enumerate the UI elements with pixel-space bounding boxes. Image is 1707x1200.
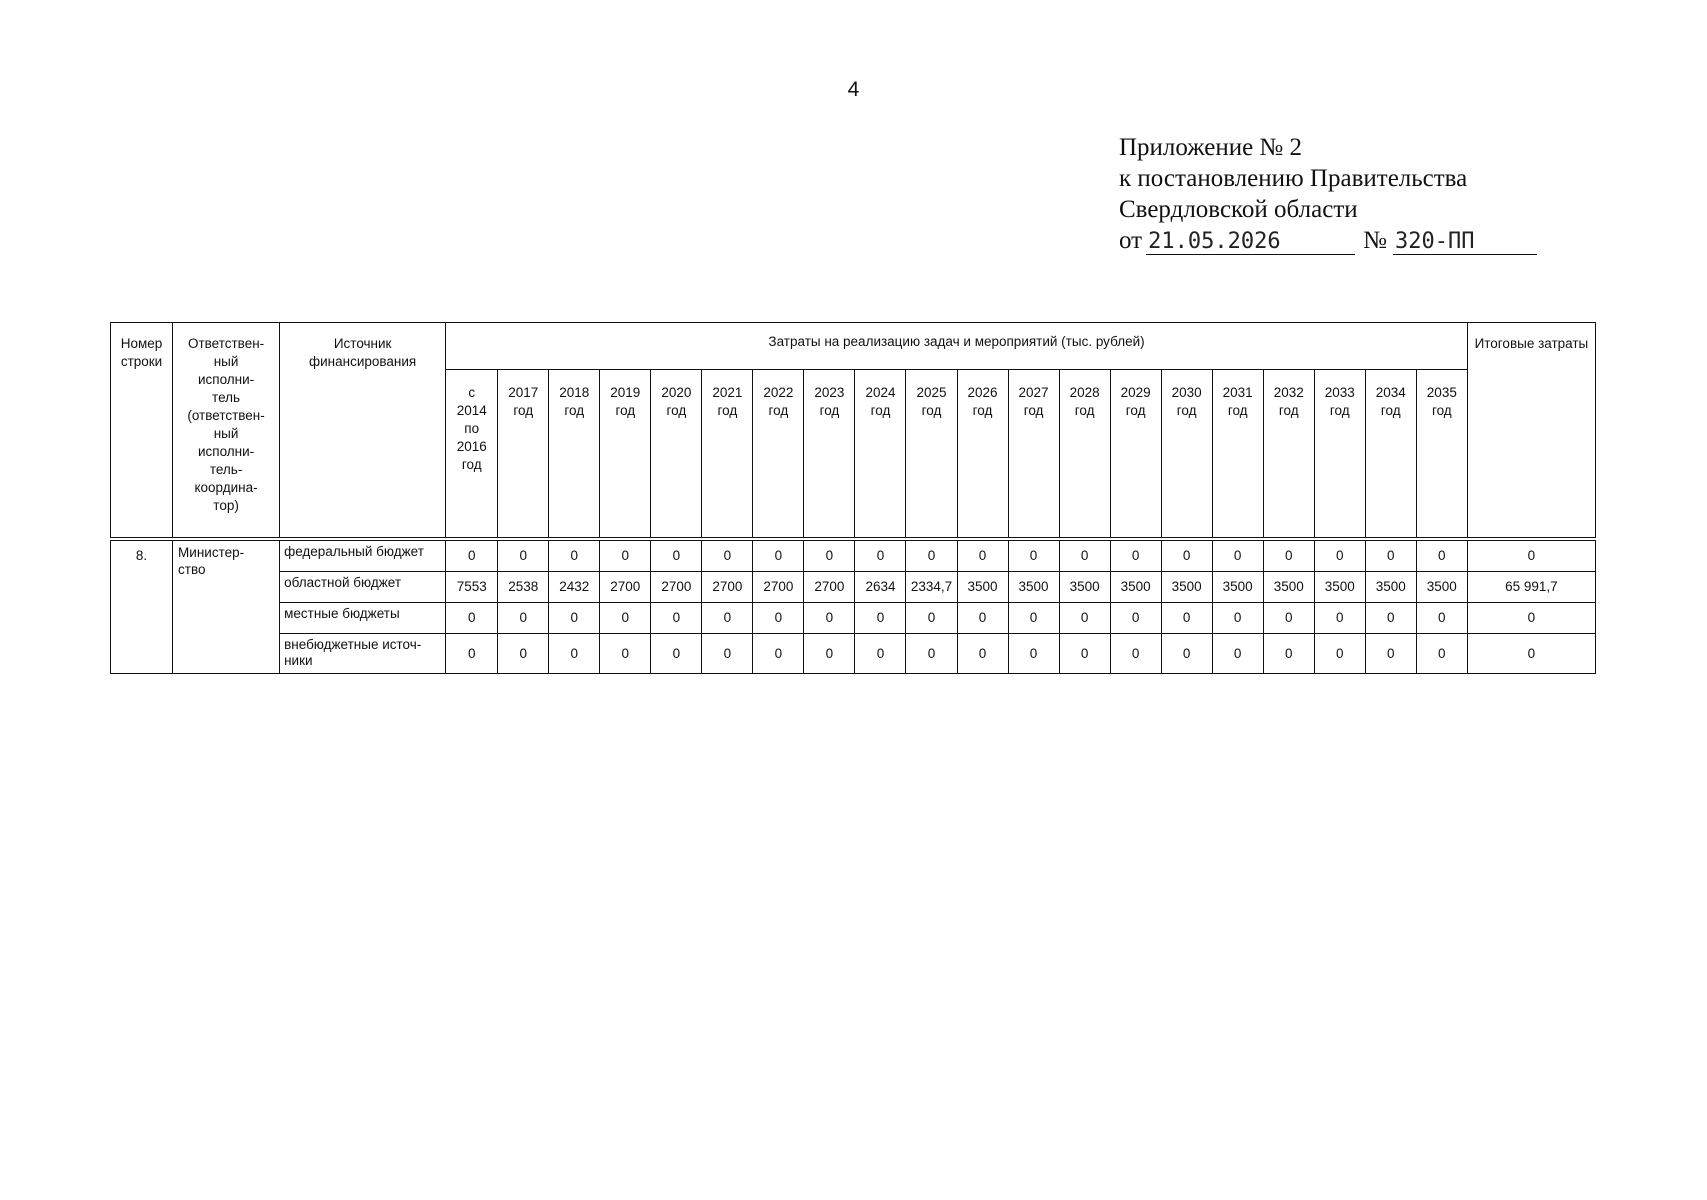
value-cell: 2700 <box>600 572 651 603</box>
value-cell: 0 <box>498 541 549 572</box>
value-cell: 2634 <box>855 572 906 603</box>
value-cell: 3500 <box>1008 572 1059 603</box>
value-cell: 0 <box>1263 541 1314 572</box>
value-cell: 0 <box>753 541 804 572</box>
value-cell: 0 <box>1314 634 1365 674</box>
header-year-19: 2035 год <box>1416 370 1467 538</box>
cost-table-body <box>110 540 1596 674</box>
value-cell: 3500 <box>1110 572 1161 603</box>
header-source: Источник финансирования <box>280 323 446 538</box>
value-cell: 2700 <box>702 572 753 603</box>
value-cell: 0 <box>804 541 855 572</box>
header-costs-group: Затраты на реализацию задач и мероприятий (тыс. рублей) <box>446 323 1468 370</box>
value-cell: 0 <box>1161 634 1212 674</box>
total-cell: 0 <box>1467 634 1595 674</box>
value-cell: 0 <box>1416 603 1467 634</box>
responsible-cell: Министер- ство <box>173 541 280 674</box>
value-cell: 0 <box>1263 603 1314 634</box>
value-cell: 0 <box>1314 603 1365 634</box>
value-cell: 0 <box>600 603 651 634</box>
appendix-region: Свердловской области <box>1119 196 1358 223</box>
value-cell: 0 <box>1110 603 1161 634</box>
value-cell: 0 <box>1365 541 1416 572</box>
decree-date: 21.05.2026 <box>1146 230 1355 255</box>
value-cell: 0 <box>549 541 600 572</box>
value-cell: 0 <box>1416 634 1467 674</box>
header-responsible: Ответствен- ный исполни- тель (ответствен- ный исполни- тель- координа- тор) <box>173 323 280 538</box>
source-cell: местные бюджеты <box>280 603 446 634</box>
appendix-date-line <box>1119 225 1537 256</box>
value-cell: 3500 <box>1263 572 1314 603</box>
date-prefix: от <box>1119 227 1143 254</box>
value-cell: 0 <box>855 634 906 674</box>
value-cell: 3500 <box>957 572 1008 603</box>
table-row <box>111 634 1596 674</box>
header-year-6: 2022 год <box>753 370 804 538</box>
header-year-5: 2021 год <box>702 370 753 538</box>
value-cell: 0 <box>1161 603 1212 634</box>
table-row <box>111 603 1596 634</box>
value-cell: 0 <box>1059 541 1110 572</box>
table-row <box>111 572 1596 603</box>
value-cell: 2700 <box>753 572 804 603</box>
header-year-10: 2026 год <box>957 370 1008 538</box>
value-cell: 0 <box>549 603 600 634</box>
header-year-13: 2029 год <box>1110 370 1161 538</box>
value-cell: 2432 <box>549 572 600 603</box>
value-cell: 0 <box>498 634 549 674</box>
value-cell: 3500 <box>1059 572 1110 603</box>
value-cell: 0 <box>1059 634 1110 674</box>
source-cell: областной бюджет <box>280 572 446 603</box>
value-cell: 0 <box>702 634 753 674</box>
value-cell: 0 <box>1161 541 1212 572</box>
header-year-12: 2028 год <box>1059 370 1110 538</box>
value-cell: 0 <box>651 541 702 572</box>
header-year-16: 2032 год <box>1263 370 1314 538</box>
header-year-0: с 2014 по 2016 год <box>446 370 498 538</box>
value-cell: 0 <box>651 634 702 674</box>
header-year-1: 2017 год <box>498 370 549 538</box>
header-year-7: 2023 год <box>804 370 855 538</box>
value-cell: 0 <box>855 603 906 634</box>
total-cell: 65 991,7 <box>1467 572 1595 603</box>
value-cell: 0 <box>753 634 804 674</box>
value-cell: 0 <box>1416 541 1467 572</box>
value-cell: 2700 <box>651 572 702 603</box>
header-total: Итоговые затраты <box>1467 323 1595 538</box>
value-cell: 0 <box>702 541 753 572</box>
row-number-cell: 8. <box>111 541 173 674</box>
source-cell: федеральный бюджет <box>280 541 446 572</box>
value-cell: 0 <box>1365 634 1416 674</box>
value-cell: 0 <box>1059 603 1110 634</box>
value-cell: 0 <box>702 603 753 634</box>
value-cell: 0 <box>855 541 906 572</box>
value-cell: 0 <box>1008 634 1059 674</box>
value-cell: 0 <box>804 603 855 634</box>
value-cell: 0 <box>1314 541 1365 572</box>
header-year-18: 2034 год <box>1365 370 1416 538</box>
value-cell: 3500 <box>1212 572 1263 603</box>
value-cell: 0 <box>906 541 957 572</box>
value-cell: 0 <box>498 603 549 634</box>
value-cell: 3500 <box>1314 572 1365 603</box>
value-cell: 0 <box>651 603 702 634</box>
value-cell: 0 <box>549 634 600 674</box>
value-cell: 0 <box>1110 541 1161 572</box>
cost-table-header <box>110 322 1596 538</box>
header-year-3: 2019 год <box>600 370 651 538</box>
value-cell: 0 <box>1110 634 1161 674</box>
value-cell: 0 <box>446 541 498 572</box>
value-cell: 0 <box>446 634 498 674</box>
appendix-decree: к постановлению Правительства <box>1119 165 1468 192</box>
value-cell: 2700 <box>804 572 855 603</box>
header-year-11: 2027 год <box>1008 370 1059 538</box>
value-cell: 3500 <box>1161 572 1212 603</box>
value-cell: 0 <box>804 634 855 674</box>
value-cell: 0 <box>1212 634 1263 674</box>
header-year-2: 2018 год <box>549 370 600 538</box>
page-number: 4 <box>847 78 860 101</box>
value-cell: 3500 <box>1416 572 1467 603</box>
total-cell: 0 <box>1467 541 1595 572</box>
source-cell: внебюджетные источ- ники <box>280 634 446 674</box>
value-cell: 0 <box>1263 634 1314 674</box>
value-cell: 0 <box>1008 541 1059 572</box>
header-year-15: 2031 год <box>1212 370 1263 538</box>
header-row-number: Номер строки <box>111 323 173 538</box>
header-year-14: 2030 год <box>1161 370 1212 538</box>
value-cell: 0 <box>1212 603 1263 634</box>
appendix-title: Приложение № 2 <box>1119 134 1303 161</box>
value-cell: 0 <box>600 634 651 674</box>
value-cell: 0 <box>600 541 651 572</box>
value-cell: 0 <box>1008 603 1059 634</box>
value-cell: 0 <box>957 603 1008 634</box>
value-cell: 2538 <box>498 572 549 603</box>
header-year-9: 2025 год <box>906 370 957 538</box>
value-cell: 0 <box>906 634 957 674</box>
decree-number: 320-ПП <box>1393 230 1537 255</box>
value-cell: 0 <box>1212 541 1263 572</box>
value-cell: 2334,7 <box>906 572 957 603</box>
table-row <box>111 541 1596 572</box>
value-cell: 7553 <box>446 572 498 603</box>
value-cell: 0 <box>906 603 957 634</box>
value-cell: 0 <box>446 603 498 634</box>
header-year-8: 2024 год <box>855 370 906 538</box>
value-cell: 0 <box>957 634 1008 674</box>
header-year-17: 2033 год <box>1314 370 1365 538</box>
value-cell: 3500 <box>1365 572 1416 603</box>
value-cell: 0 <box>753 603 804 634</box>
appendix-block <box>1119 132 1537 256</box>
total-cell: 0 <box>1467 603 1595 634</box>
value-cell: 0 <box>957 541 1008 572</box>
number-prefix: № <box>1363 227 1387 254</box>
value-cell: 0 <box>1365 603 1416 634</box>
header-year-4: 2020 год <box>651 370 702 538</box>
